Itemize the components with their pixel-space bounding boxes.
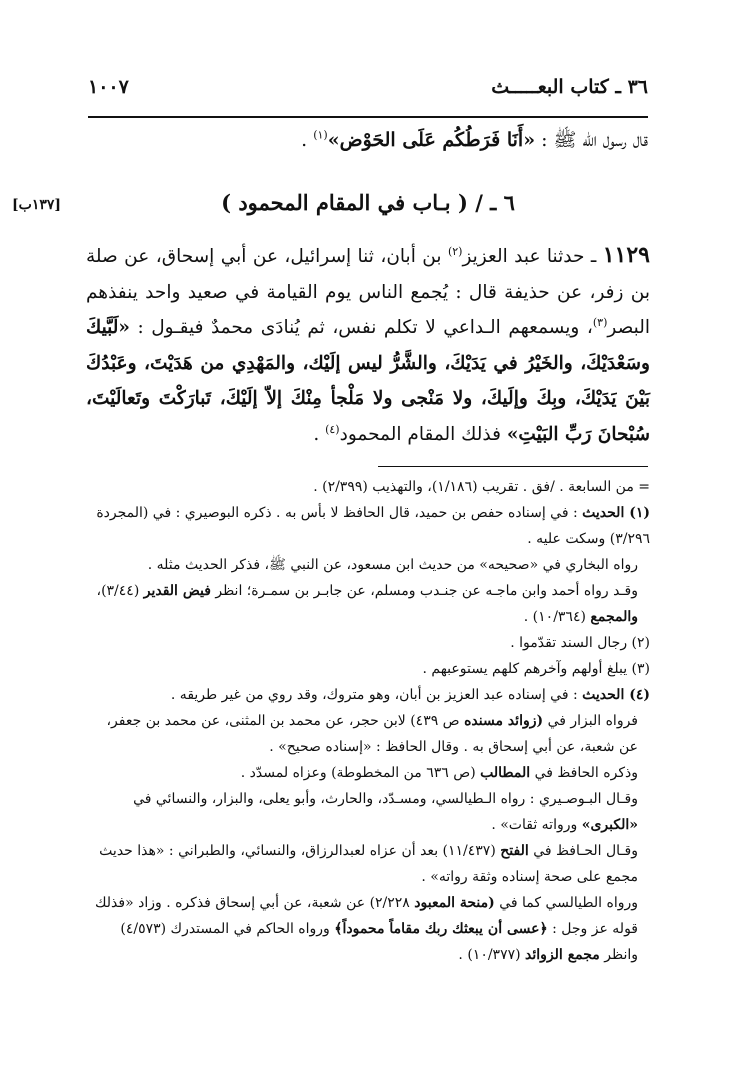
fn4-d-text-2: (١١/٤٣٧) بعد أن عزاه لعبدالرزاق، والنسائي، والطبراني : «هذا حديث مجمع على صحة إسناده وثقة رواته» .: [99, 843, 638, 885]
footnote-4-para-a: [86, 708, 650, 760]
footnote-4-text: : في إسناده عبد العزيز بن أبان، وهو متروك، وقد روي من غير طريقه .: [170, 687, 583, 703]
fn4-e-bold-1: (منحة المعبود: [414, 895, 495, 911]
fn4-c-bold: «الكبرى»: [581, 817, 638, 833]
chapter-title: ٦ ـ / ( بـاب في المقام المحمود ): [221, 190, 515, 215]
hadith-bold-text: «لَبَّيكَ وسَعْدَيْكَ، والخَيْرُ في يَدَيْكَ، والشَّرُّ ليس إلَيْك، والمَهْدِي من هَدَيْتَ، وعَبْدُكَ بَيْنَ يَدَيْكَ، وبِكَ وإلَيكَ، ولا مَنْجى ولا مَلْجأ مِنْكَ إلاّ إلَيْكَ، تَبارَكْتَ وتَعالَيْتَ، سُبْحانَ رَبِّ البَيْتِ»: [86, 317, 650, 445]
footnote-1-para-b: [86, 578, 650, 630]
fn4-e-bold-2: ﴿عسى أن يبعثك ربك مقاماً محموداً﴾: [334, 921, 548, 937]
fn4-c-text-1: وقـال البـوصـيري : رواه الـطيالسي، ومسـدّد، والحارث، وأبو يعلى، والبزار، والنسائي في: [133, 791, 638, 807]
footnote-rule: [378, 466, 648, 467]
fn4-c-text-2: ورواته ثقات» .: [491, 817, 582, 833]
footnote-2: (٢) رجال السند تقدّموا .: [510, 635, 650, 651]
fn1-b-text-2: (٣/٤٤)،: [96, 583, 144, 599]
fn4-d-bold: الفتح: [500, 843, 529, 859]
fn1-b-text-3: (١٠/٣٦٤) .: [523, 609, 591, 625]
header-rule: [88, 116, 648, 118]
footnote-ref-4: (٤): [325, 422, 340, 436]
fn4-a-text-2: ص ٤٣٩) لابن حجر، عن محمد بن المثنى، عن محمد بن جعفر، عن شعبة، عن أبي إسحاق به . وقال الحافظ : «إسناده صحيح» .: [106, 713, 638, 755]
hadith-number: ١١٢٩: [602, 242, 650, 268]
quote-suffix: .: [301, 129, 314, 151]
hadith-part-3: ، ويسمعهم الـداعي لا تكلم نفس، ثم يُنادَى محمدٌ فيقـول :: [129, 317, 593, 338]
footnote-4: [86, 682, 650, 708]
fn4-b-text-2: (ص ٦٣٦ من المخطوطة) وعزاه لمسدّد .: [240, 765, 481, 781]
fn4-e-text-1: ورواه الطيالسي كما في: [494, 895, 638, 911]
footnote-4-para-c: [86, 786, 650, 838]
prophet-quote-line: [88, 128, 648, 156]
fn4-b-text-1: وذكره الحافظ في: [530, 765, 638, 781]
footnote-4-para-d: [86, 838, 650, 890]
fn4-e-text-4: (١٠/٣٧٧) .: [458, 947, 526, 963]
page-number: ١٠٠٧: [88, 76, 129, 98]
hadith-part-2: بن أبان، ثنا إسرائيل، عن أبي إسحاق، عن صلة بن زفر، عن حذيفة قال : يُجمع الناس يوم القيامة في صعيد واحد ينفذهم البصر: [86, 246, 650, 338]
fn1-b-bold-1: فيض القدير: [143, 583, 211, 599]
footnote-continuation: = من السابعة . /فق . تقريب (١/١٨٦)، والتهذيب (٢/٣٩٩) .: [313, 479, 650, 495]
hadith-part-1: ـ حدثنا عبد العزيز: [462, 246, 603, 267]
footnote-3: (٣) يبلغ أولهم وآخرهم كلهم يستوعبهم .: [422, 661, 650, 677]
quote-text: «أَنَا فَرَطُكُم عَلَى الحَوْض»: [327, 129, 536, 151]
fn4-a-bold: (زوائد مسنده: [464, 713, 544, 729]
fn1-b-text-1: وقـد رواه أحمد وابن ماجـه عن جنـدب ومسلم، عن جابـر بن سمـرة؛ انظر: [210, 583, 638, 599]
fn4-e-bold-3: مجمع الزوائد: [525, 947, 600, 963]
footnote-1-text: : في إسناده حفص بن حميد، قال الحافظ لا بأس به . ذكره البوصيري : في (المجردة ٣/٢٩٦) وسكت عليه .: [96, 505, 650, 547]
footnote-ref-3: (٣): [592, 315, 608, 329]
fn4-b-bold: المطالب: [480, 765, 531, 781]
footnote-4-label: (٤) الحديث: [582, 687, 650, 703]
fn1-b-bold-2: والمجمع: [590, 609, 638, 625]
footnote-1-para-a: رواه البخاري في «صحيحه» من حديث ابن مسعود، عن النبي ﷺ، فذكر الحديث مثله .: [147, 557, 638, 573]
chapter-heading: ٣٦ ـ كتاب البعـــــث: [491, 76, 648, 98]
page-header: [88, 76, 648, 106]
footnote-4-para-b: [86, 760, 650, 786]
manuscript-folio-ref: [١٣٧ب]: [12, 197, 61, 213]
footnote-1: [86, 500, 650, 552]
hadith-part-4: فذلك المقام المحمود: [339, 423, 507, 445]
fn4-e-text-3: ورواه الحاكم في المستدرك (٤/٥٧٣) وانظر: [120, 921, 638, 963]
footnotes: [86, 474, 650, 968]
fn4-e-text-2: ٢/٢٢٨) عن شعبة، عن أبي إسحاق فذكره . وزاد «فذلك قوله عز وجل :: [94, 895, 638, 937]
hadith-text: [86, 238, 650, 452]
footnote-ref-1: (١): [313, 128, 328, 142]
quote-prefix: قال رسول الله ﷺ :: [535, 129, 648, 151]
footnote-1-label: (١) الحديث: [582, 505, 650, 521]
footnote-4-para-e: [86, 890, 650, 968]
fn4-a-text-1: فرواه البزار في: [543, 713, 638, 729]
hadith-end: .: [313, 423, 326, 445]
fn4-d-text-1: وقـال الحـافظ في: [528, 843, 638, 859]
footnote-ref-2: (٢): [447, 244, 463, 258]
